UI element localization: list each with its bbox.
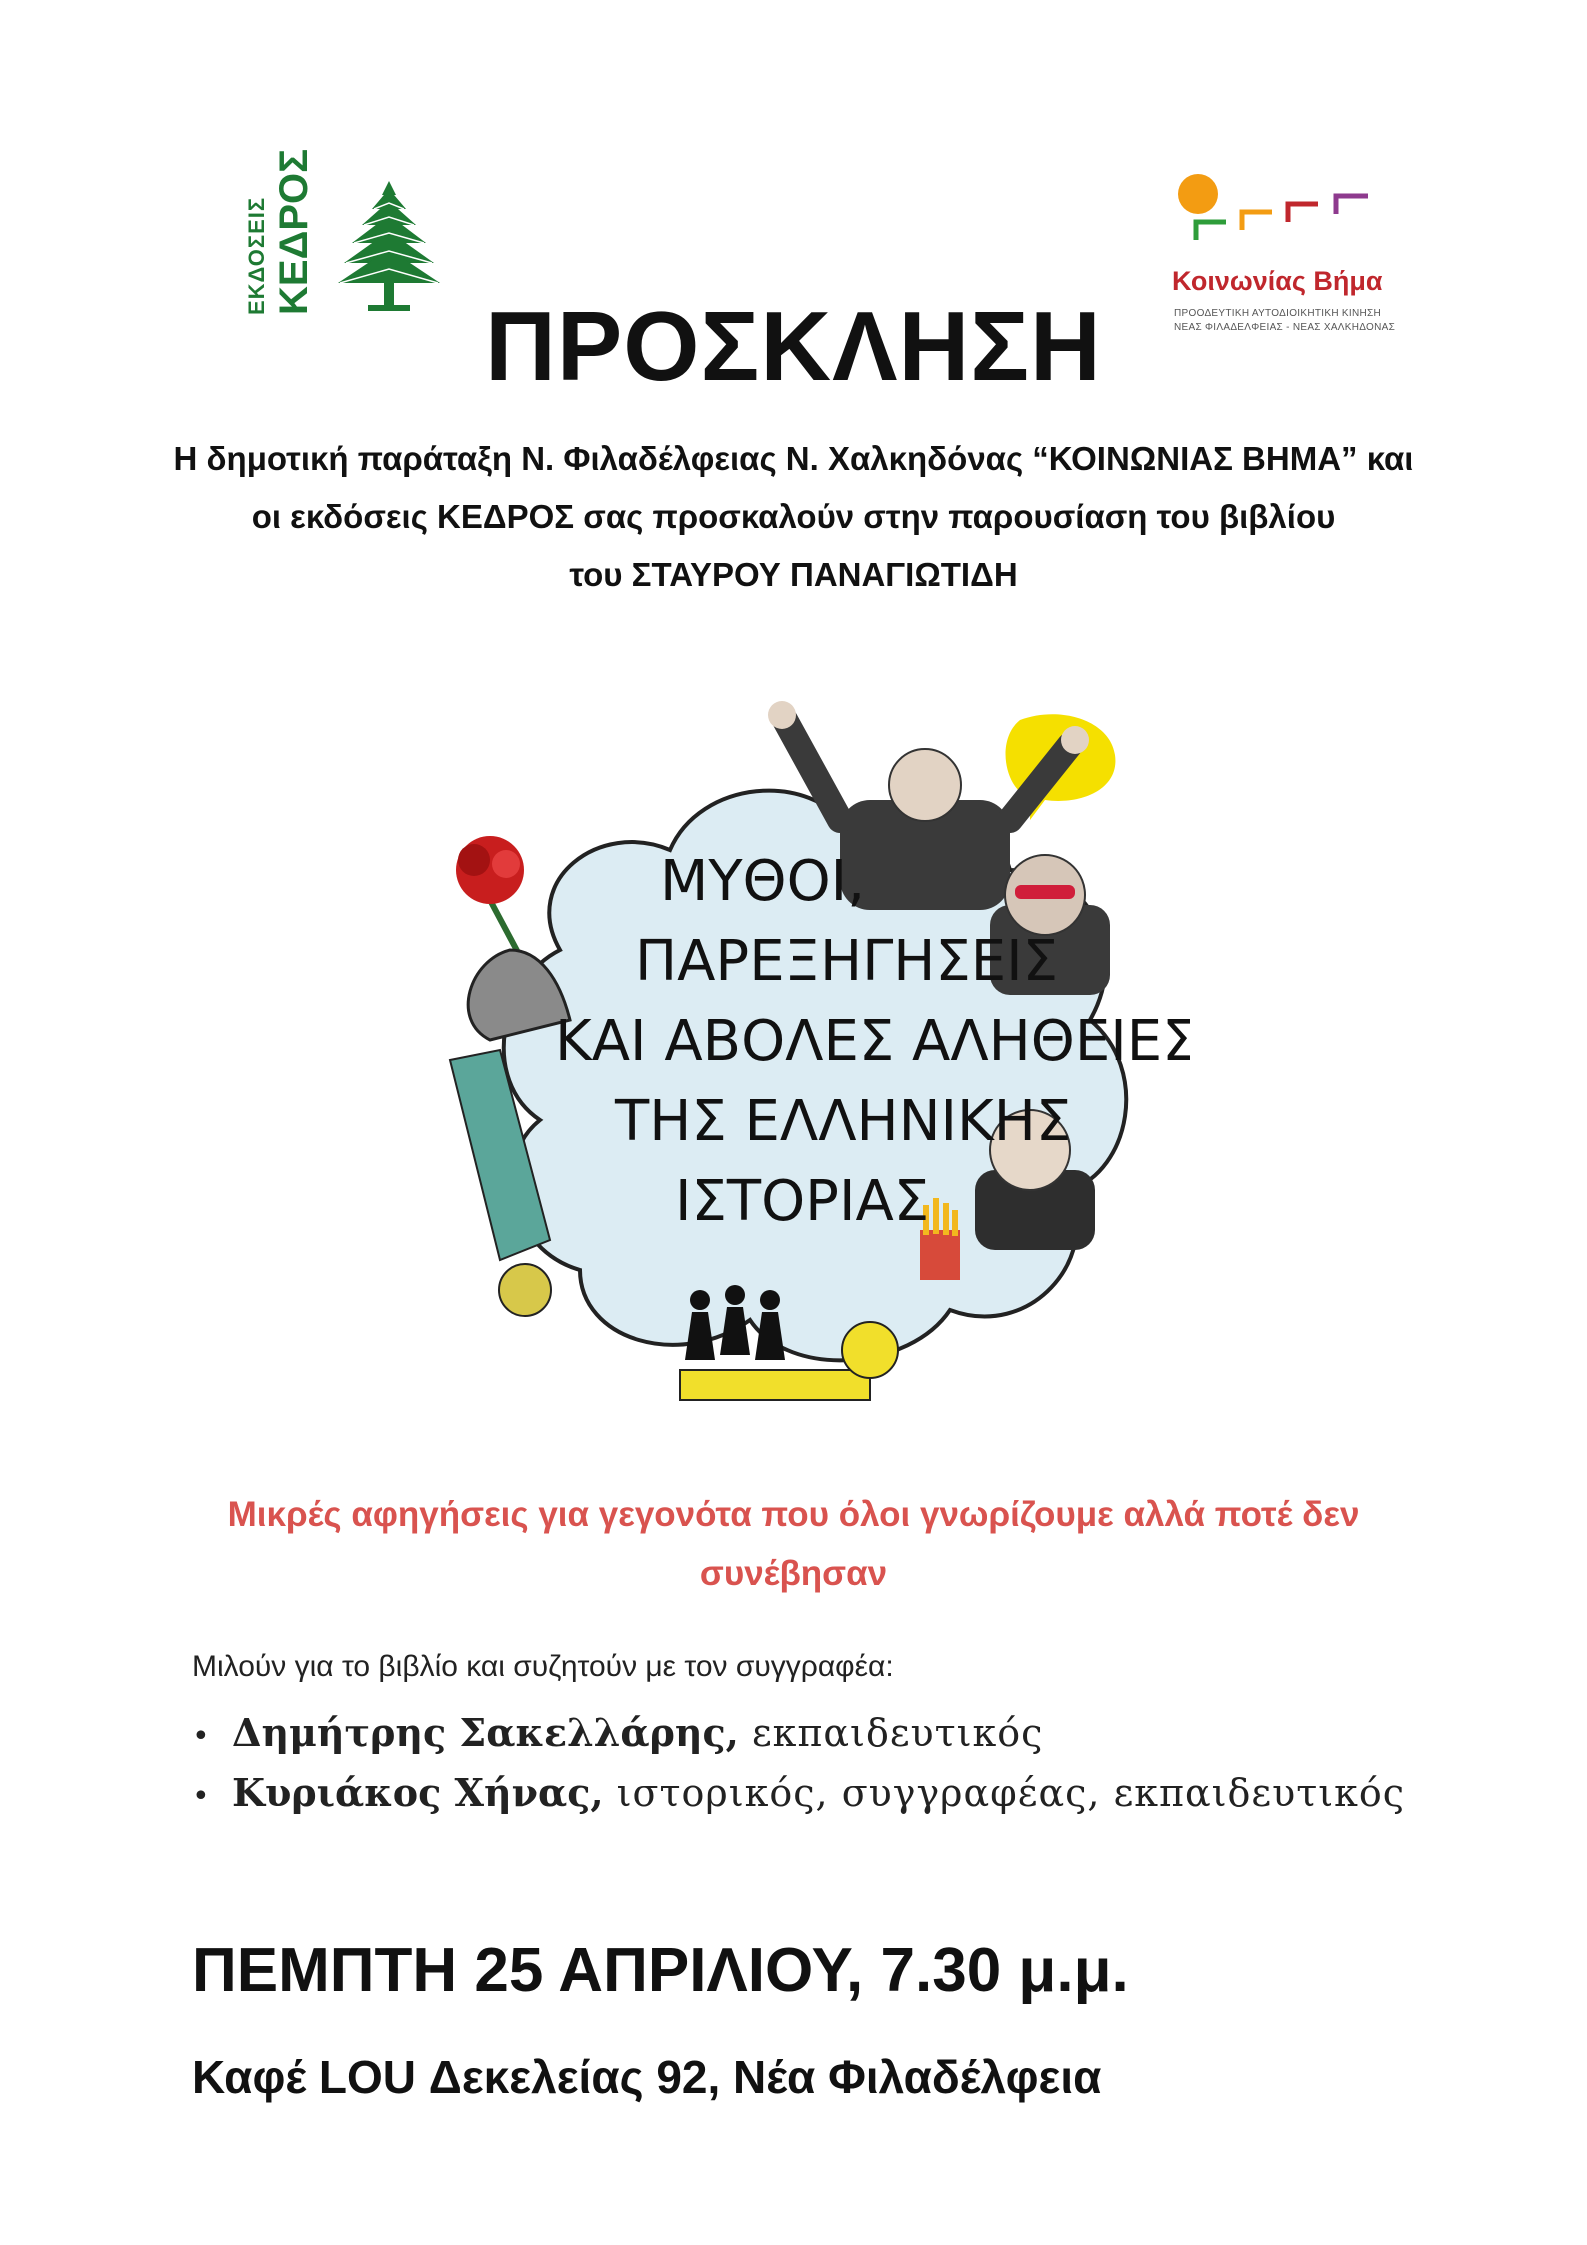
book-title-line-5: ΙΣΤΟΡΙΑΣ xyxy=(675,1169,930,1234)
speaker-name: Κυριάκος Χήνας, xyxy=(232,1770,604,1815)
intro-line-2: οι εκδόσεις ΚΕΔΡΟΣ σας προσκαλούν στην παρουσίαση του βιβλίου xyxy=(251,498,1336,535)
speaker-role: εκπαιδευτικός xyxy=(738,1711,1044,1755)
bullet-icon: • xyxy=(192,1779,210,1814)
speaker-item xyxy=(192,1710,1043,1755)
book-title-line-3: ΚΑΙ ΑΒΟΛΕΣ ΑΛΗΘΕΙΕΣ xyxy=(555,1009,1190,1074)
book-title-line-2: ΠΑΡΕΞΗΓΗΣΕΙΣ xyxy=(635,929,1059,994)
steps-icon xyxy=(1160,170,1420,262)
kedros-line2: ΚΕΔΡΟΣ xyxy=(272,148,316,315)
speaker-item xyxy=(192,1770,1405,1815)
book-subtitle-line-1: Μικρές αφηγήσεις για γεγονότα που όλοι γνωρίζουμε αλλά ποτέ δεν xyxy=(227,1495,1360,1534)
intro-line-3: του ΣΤΑΥΡΟΥ ΠΑΝΑΓΙΩΤΙΔΗ xyxy=(569,556,1018,593)
book-cover-illustration xyxy=(430,700,1190,1480)
bullet-icon: • xyxy=(192,1719,210,1754)
speaker-name: Δημήτρης Σακελλάρης, xyxy=(232,1710,739,1755)
vima-logo-subtitle-2: ΝΕΑΣ ΦΙΛΑΔΕΛΦΕΙΑΣ - ΝΕΑΣ ΧΑΛΚΗΔΟΝΑΣ xyxy=(1174,322,1396,333)
speakers-intro: Μιλούν για το βιβλίο και συζητούν με τον συγγραφέα: xyxy=(192,1650,894,1683)
dancers-figure xyxy=(685,1285,785,1360)
intro-line-1: Η δημοτική παράταξη Ν. Φιλαδέλφειας Ν. Χαλκηδόνας “ΚΟΙΝΩΝΙΑΣ ΒΗΜΑ” και xyxy=(173,440,1414,477)
page-title: ΠΡΟΣΚΛΗΣΗ xyxy=(485,291,1102,401)
vima-logo-subtitle-1: ΠΡΟΟΔΕΥΤΙΚΗ ΑΥΤΟΔΙΟΙΚΗΤΙΚΗ ΚΙΝΗΣΗ xyxy=(1174,308,1382,319)
event-date: ΠΕΜΠΤΗ 25 ΑΠΡΙΛΙΟΥ, 7.30 μ.μ. xyxy=(192,1936,1129,2005)
event-venue: Καφέ LOU Δεκελείας 92, Νέα Φιλαδέλφεια xyxy=(192,2051,1102,2103)
book-title-line-1: ΜΥΘΟΙ, xyxy=(660,849,865,914)
book-subtitle-line-2: συνέβησαν xyxy=(699,1554,888,1593)
speaker-role: ιστορικός, συγγραφέας, εκπαιδευτικός xyxy=(603,1771,1406,1815)
book-title-line-4: ΤΗΣ ΕΛΛΗΝΙΚΗΣ xyxy=(615,1089,1072,1154)
kedros-line1: ΕΚΔΟΣΕΙΣ xyxy=(244,196,269,315)
vima-logo-name: Κοινωνίας Βήμα xyxy=(1172,266,1383,296)
